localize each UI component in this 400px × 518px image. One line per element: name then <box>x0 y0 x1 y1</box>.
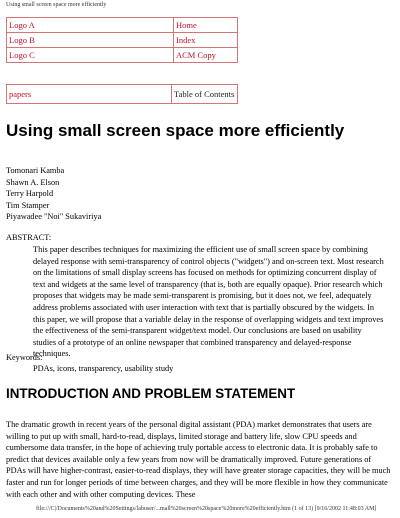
logo-a-label[interactable]: Logo A <box>9 20 35 30</box>
abstract-label: ABSTRACT: <box>6 233 52 242</box>
index-label[interactable]: Index <box>176 35 196 45</box>
acm-copy-link[interactable] <box>174 48 238 63</box>
papers-label[interactable]: papers <box>9 89 32 99</box>
index-link[interactable] <box>174 33 238 48</box>
print-footer: file:///C|/Documents%20and%20Settings/labuser/...mall%20screen%20space%20more%20efficiently.htm (1 of 13) [9/16/2002 11:48:03 AM] <box>36 506 377 512</box>
nav-row <box>7 18 238 33</box>
home-label[interactable]: Home <box>176 20 197 30</box>
home-link[interactable] <box>174 18 238 33</box>
nav-row <box>7 85 238 104</box>
author-name: Piyawadee "Noi" Sukaviriya <box>6 212 102 221</box>
author-name: Terry Harpold <box>6 189 54 198</box>
keywords-label: Keywords: <box>6 353 43 362</box>
table-of-contents-label[interactable]: Table of Contents <box>174 89 235 99</box>
author-list <box>6 165 101 223</box>
author-name: Tim Stamper <box>6 200 50 210</box>
intro-paragraph: The dramatic growth in recent years of the personal digital assistant (PDA) market demonstrates that users are willing to put up with small, hard-to-read, displays, limited storage and battery life, slow CPU speeds and cumbersome data transfer, in the hope of achieving truly portable access to electronic data. It is probably safe to predict that devices available only a few years from now will be dramatically improved. Future generations of PDAs will have higher-contrast, easier-to-read displays, they will have greater storage capacities, they will be much faster and run for longer periods of time between charges, and they will be more flexible in how they communicate with each other and with other computing devices. These <box>6 420 391 499</box>
author-name: Shawn A. Elson <box>6 177 60 187</box>
page-title: Using small screen space more efficiently <box>6 121 345 140</box>
papers-link[interactable] <box>7 85 172 104</box>
acm-copy-label[interactable]: ACM Copy <box>176 50 216 60</box>
logo-c-link[interactable] <box>7 48 174 63</box>
top-navigation-table <box>6 17 238 63</box>
section-heading: INTRODUCTION AND PROBLEM STATEMENT <box>6 386 296 401</box>
nav-row <box>7 48 238 63</box>
author-name: Tomonari Kamba <box>6 166 65 175</box>
logo-a-link[interactable] <box>7 18 174 33</box>
table-of-contents-link[interactable] <box>172 85 238 104</box>
bottom-navigation-table <box>6 84 238 104</box>
logo-b-label[interactable]: Logo B <box>9 35 35 45</box>
abstract-text: This paper describes techniques for maximizing the efficient use of small screen space by combining delayed response with semi-transparency of control objects ("widgets") and on-screen text. Most research on the limitations of small display screens has focused on methods for optimizing concurrent display of text and widgets at the same level of transparency (that is, both are equally opaque). Prior research which proposes that widgets may be made semi-transparent is promising, but it does not, we feel, adequately address problems associated with user interaction with text that is partially obscured by the widgets. In this paper, we will propose that a variable delay in the response of overlapping widgets and text improves the effectiveness of the semi-transparent widget/text model. Our conclusions are based on usability studies of a prototype of an online newspaper that combined transparency and delayed-response techniques. <box>33 245 384 359</box>
nav-row <box>7 33 238 48</box>
logo-b-link[interactable] <box>7 33 174 48</box>
keywords-text: PDAs, icons, transparency, usability study <box>33 364 174 373</box>
logo-c-label[interactable]: Logo C <box>9 50 35 60</box>
print-header: Using small screen space more efficiently <box>6 2 107 8</box>
